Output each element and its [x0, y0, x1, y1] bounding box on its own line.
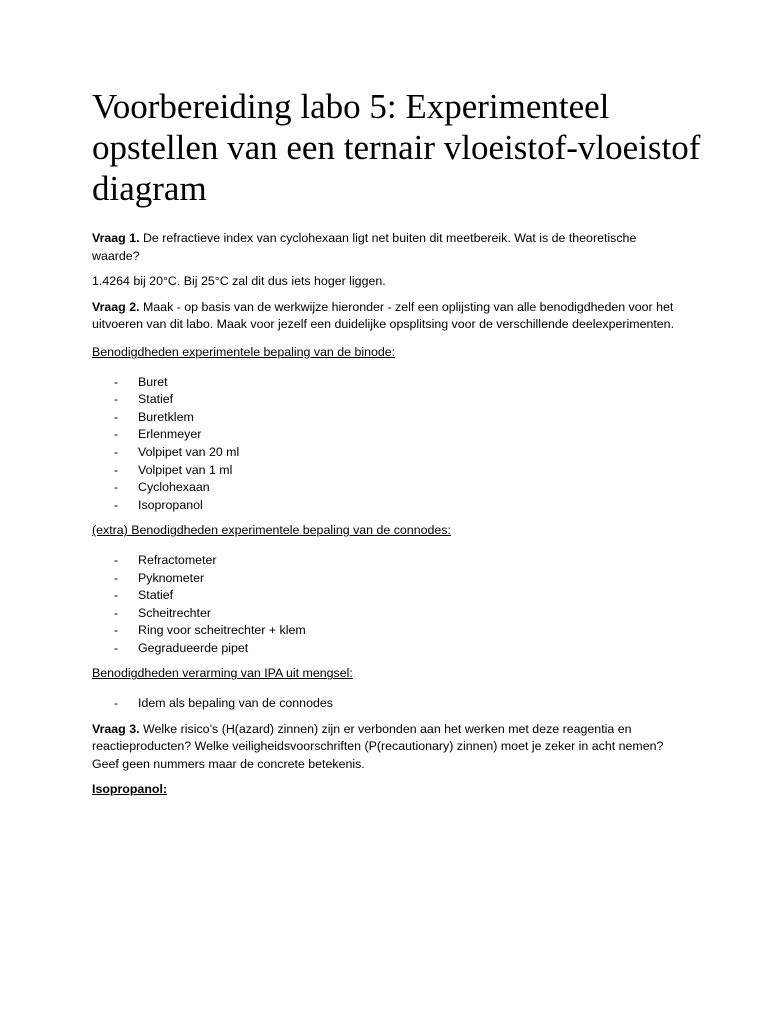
- dash-bullet: -: [114, 623, 119, 638]
- list-binode: [92, 374, 682, 515]
- list-item: - Cyclohexaan: [92, 479, 682, 497]
- dash-bullet: -: [114, 497, 119, 512]
- dash-bullet: -: [114, 640, 119, 655]
- question-3-text: Welke risico’s (H(azard) zinnen) zijn er verbonden aan het werken met deze reagentia en reactieproducten? Welke veiligheidsvoorschriften (P(recautionary) zinnen) moet je zeker in acht nemen? Geef geen nummers maar de concrete betekenis.: [92, 721, 664, 771]
- list-item: - Ring voor scheitrechter + klem: [92, 622, 682, 640]
- section-heading-binode: Benodigdheden experimentele bepaling van de binode:: [92, 344, 396, 359]
- list-item: - Scheitrechter: [92, 605, 682, 623]
- list-item: - Erlenmeyer: [92, 426, 682, 444]
- list-item: - Volpipet van 20 ml: [92, 444, 682, 462]
- section-heading-ipa: Benodigdheden verarming van IPA uit mengsel:: [92, 666, 353, 681]
- dash-bullet: -: [114, 552, 119, 567]
- dash-bullet: -: [114, 605, 119, 620]
- dash-bullet: -: [114, 570, 119, 585]
- section-heading-connodes: (extra) Benodigdheden experimentele bepaling van de connodes:: [92, 523, 451, 538]
- list-connodes: [92, 552, 682, 658]
- answer-1: 1.4264 bij 20°C. Bij 25°C zal dit dus iets hoger liggen.: [92, 274, 386, 289]
- dash-bullet: -: [114, 392, 119, 407]
- dash-bullet: -: [114, 462, 119, 477]
- page-title: Voorbereiding labo 5: Experimenteel opstellen van een ternair vloeistof-vloeistof diagram: [92, 87, 701, 208]
- list-item: - Buretklem: [92, 409, 682, 427]
- list-item: - Refractometer: [92, 552, 682, 570]
- question-2-text: Maak - op basis van de werkwijze hieronder - zelf een oplijsting van alle benodigdheden voor het uitvoeren van dit labo. Maak voor jezelf een duidelijke opsplitsing voor de verschillende deelexperimenten.: [92, 299, 675, 332]
- isopropanol-heading: Isopropanol:: [92, 782, 168, 797]
- question-3: [92, 721, 682, 774]
- list-item: - Isopropanol: [92, 497, 682, 515]
- question-2-label: Vraag 2.: [92, 299, 140, 314]
- list-item: - Statief: [92, 587, 682, 605]
- list-item: - Pyknometer: [92, 570, 682, 588]
- question-3-label: Vraag 3.: [92, 721, 140, 736]
- dash-bullet: -: [114, 444, 119, 459]
- question-1: [92, 230, 682, 265]
- dash-bullet: -: [114, 588, 119, 603]
- list-item: - Gegradueerde pipet: [92, 640, 682, 658]
- question-1-text: De refractieve index van cyclohexaan ligt net buiten dit meetbereik. Wat is de theoretische waarde?: [92, 231, 637, 263]
- dash-bullet: -: [114, 427, 119, 442]
- document-body: [92, 230, 682, 807]
- list-item: - Volpipet van 1 ml: [92, 462, 682, 480]
- dash-bullet: -: [114, 480, 119, 495]
- question-2: [92, 299, 682, 334]
- question-1-label: Vraag 1.: [92, 231, 140, 245]
- dash-bullet: -: [114, 409, 119, 424]
- dash-bullet: -: [114, 374, 119, 389]
- dash-bullet: -: [114, 696, 119, 711]
- list-item: - Idem als bepaling van de connodes: [92, 695, 682, 713]
- list-item: - Statief: [92, 391, 682, 409]
- list-ipa: [92, 695, 682, 713]
- list-item: - Buret: [92, 374, 682, 392]
